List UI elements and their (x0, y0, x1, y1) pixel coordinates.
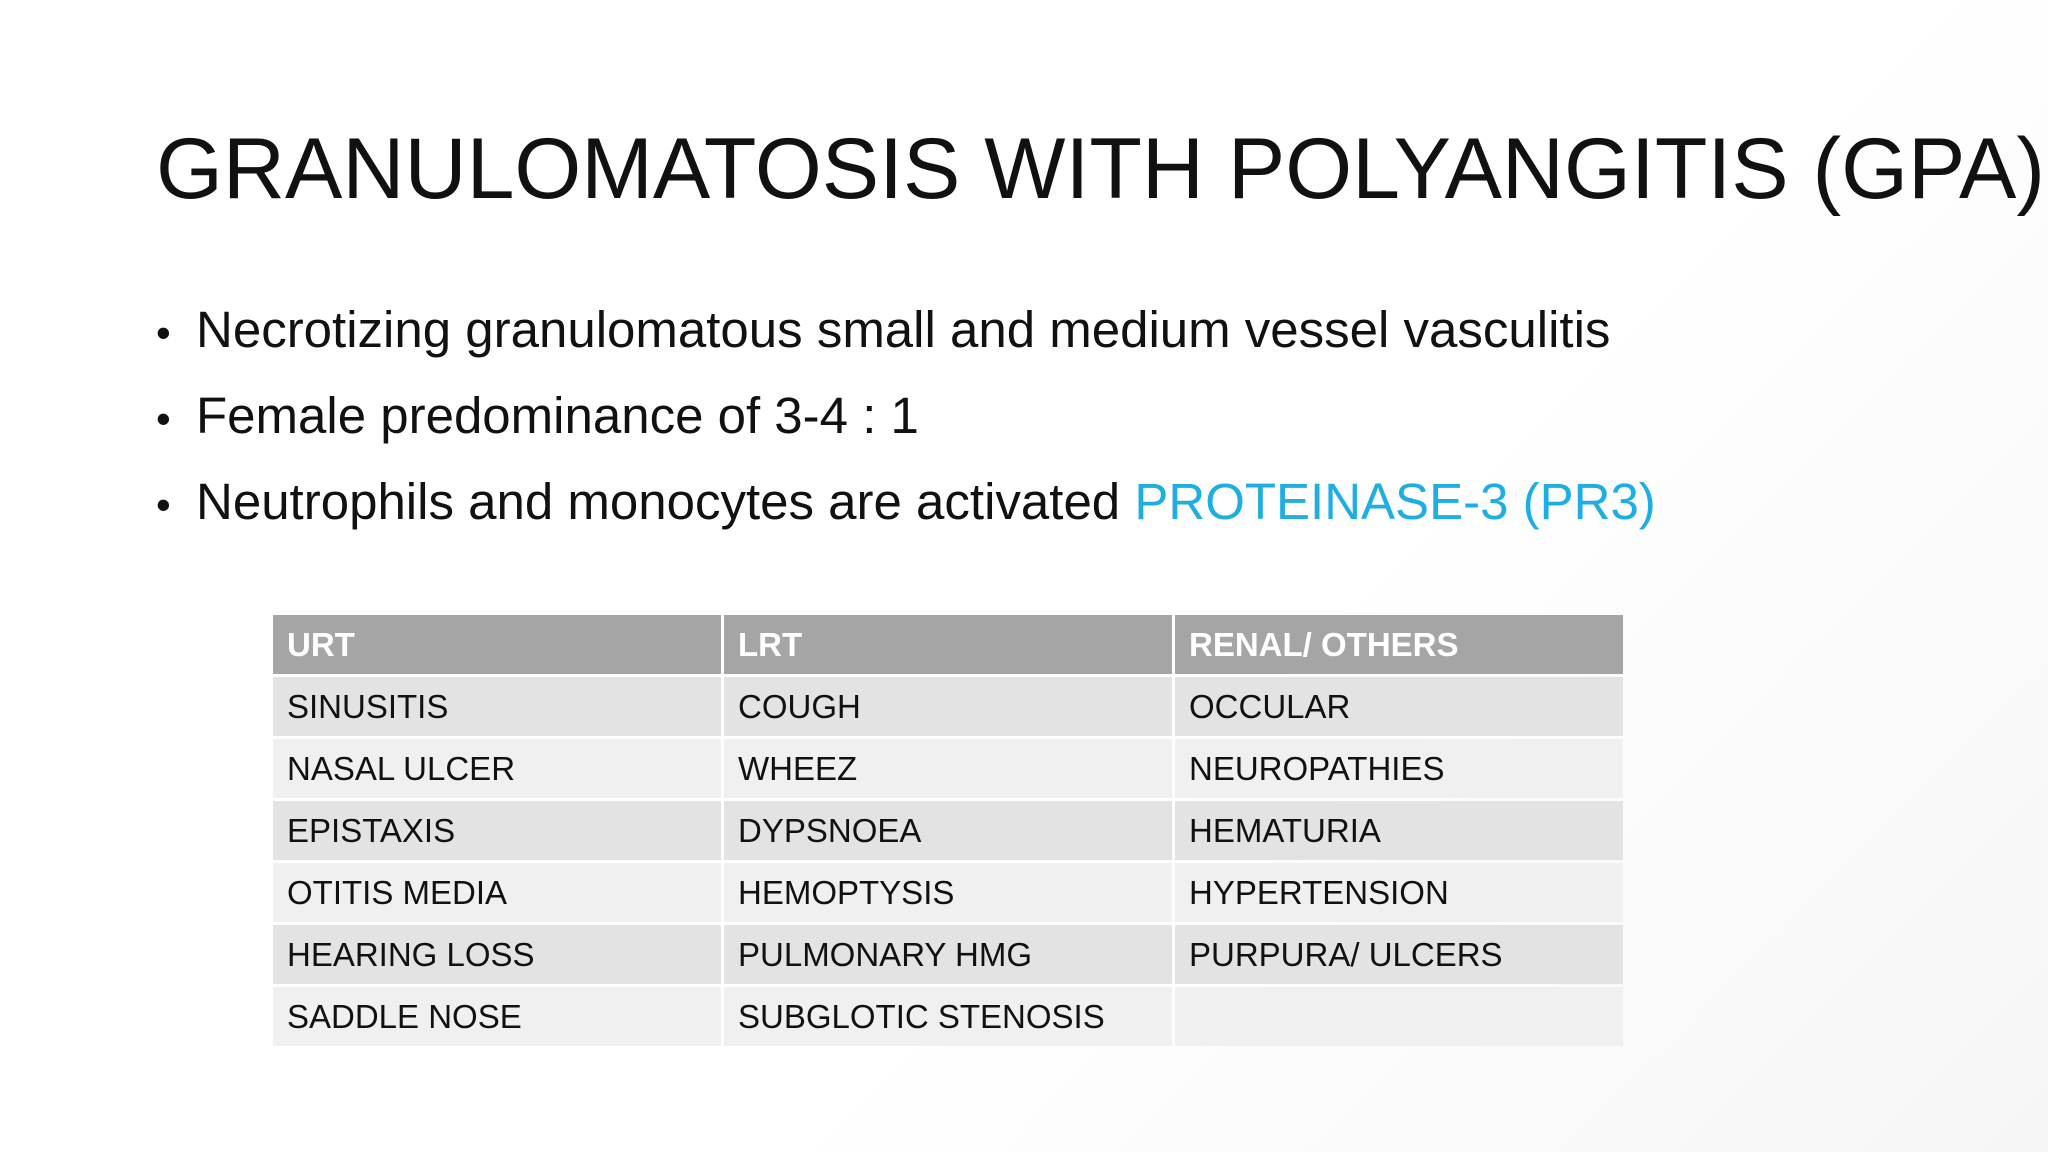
table-row (273, 863, 1623, 922)
table-cell: NASAL ULCER (273, 739, 721, 798)
table-cell: HEARING LOSS (273, 925, 721, 984)
column-header-lrt: LRT (724, 615, 1172, 674)
bullet-text: Female predominance of 3-4 : 1 (196, 387, 919, 444)
column-header-renal-others: RENAL/ OTHERS (1175, 615, 1623, 674)
table-row (273, 801, 1623, 860)
bullet-item (156, 386, 1656, 472)
bullet-text: Necrotizing granulomatous small and medium vessel vasculitis (196, 301, 1611, 358)
table-cell: OCCULAR (1175, 677, 1623, 736)
table-cell: OTITIS MEDIA (273, 863, 721, 922)
bullet-text: Neutrophils and monocytes are activated (196, 473, 1135, 530)
table-header-row (273, 615, 1623, 674)
table-row (273, 925, 1623, 984)
table-cell: PURPURA/ ULCERS (1175, 925, 1623, 984)
table-cell: HEMOPTYSIS (724, 863, 1172, 922)
table-cell: COUGH (724, 677, 1172, 736)
table-cell: WHEEZ (724, 739, 1172, 798)
table-row (273, 987, 1623, 1046)
table-cell: SUBGLOTIC STENOSIS (724, 987, 1172, 1046)
table-cell: PULMONARY HMG (724, 925, 1172, 984)
bullet-symbol: • (156, 309, 171, 356)
table-cell: SINUSITIS (273, 677, 721, 736)
bullet-symbol: • (156, 481, 171, 528)
bullet-symbol: • (156, 395, 171, 442)
bullet-highlight-text: PROTEINASE-3 (PR3) (1134, 473, 1656, 530)
table-row (273, 739, 1623, 798)
bullet-item (156, 300, 1656, 386)
symptoms-table (270, 612, 1626, 1049)
table-cell (1175, 987, 1623, 1046)
bullet-list (156, 300, 1656, 558)
table-cell: DYPSNOEA (724, 801, 1172, 860)
table-cell: HYPERTENSION (1175, 863, 1623, 922)
column-header-urt: URT (273, 615, 721, 674)
bullet-item (156, 472, 1656, 558)
slide-title: GRANULOMATOSIS WITH POLYANGITIS (GPA) (156, 121, 2046, 217)
table-cell: HEMATURIA (1175, 801, 1623, 860)
table-cell: NEUROPATHIES (1175, 739, 1623, 798)
table-cell: EPISTAXIS (273, 801, 721, 860)
table-cell: SADDLE NOSE (273, 987, 721, 1046)
table-row (273, 677, 1623, 736)
